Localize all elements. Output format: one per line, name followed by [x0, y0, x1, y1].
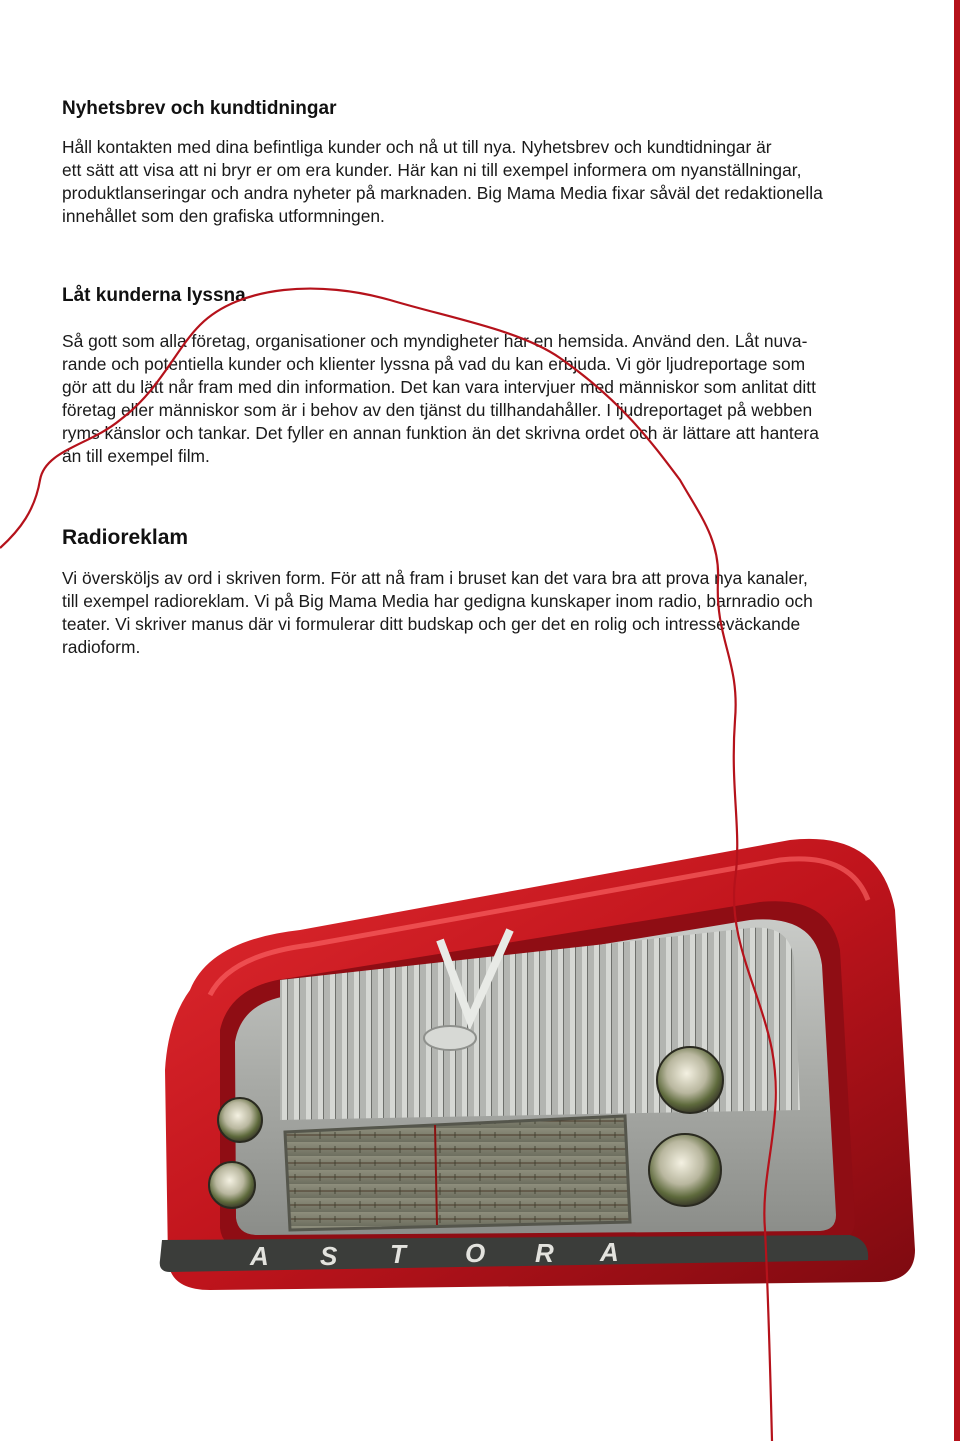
paragraph-lat-kunderna-lyssna: [62, 330, 922, 468]
svg-text:A: A: [600, 1237, 619, 1267]
svg-text:O: O: [465, 1238, 486, 1268]
paragraph-nyhetsbrev: [62, 136, 922, 228]
text-line: teater. Vi skriver manus där vi formulerar ditt budskap och ger det en rolig och intresseväckande: [62, 614, 801, 634]
text-line: innehållet som den grafiska utformningen.: [62, 206, 385, 226]
heading-lat-kunderna-lyssna: Låt kunderna lyssna: [62, 285, 246, 306]
text-line: Håll kontakten med dina befintliga kunder och nå ut till nya. Nyhetsbrev och kundtidningar är: [62, 137, 772, 157]
text-line: rande och potentiella kunder och klienter lyssna på vad du kan erbjuda. Vi gör ljudreportage som: [62, 354, 806, 374]
heading-nyhetsbrev: Nyhetsbrev och kundtidningar: [62, 98, 337, 119]
text-line: Vi översköljs av ord i skriven form. För att nå fram i bruset kan det vara bra att prova nya kanaler,: [62, 568, 808, 588]
text-line: radioform.: [62, 637, 141, 657]
heading-radioreklam: Radioreklam: [62, 526, 189, 549]
svg-text:A: A: [250, 1241, 269, 1271]
text-line: än till exempel film.: [62, 446, 210, 466]
text-line: ryms känslor och tankar. Det fyller en annan funktion än det skrivna ordet och är lättare att hantera: [62, 423, 819, 443]
text-line: till exempel radioreklam. Vi på Big Mama Media har gedigna kunskaper inom radio, barnradio och: [62, 591, 813, 611]
text-line: Så gott som alla företag, organisationer och myndigheter har en hemsida. Använd den. Låt nuva-: [62, 331, 808, 351]
text-line: gör att du lätt når fram med din information. Det kan vara intervjuer med människor som anlitat ditt: [62, 377, 816, 397]
paragraph-radioreklam: [62, 567, 922, 659]
svg-text:R: R: [535, 1238, 554, 1268]
retro-radio-illustration: [150, 820, 920, 1290]
text-line: ett sätt att visa att ni bryr er om era kunder. Här kan ni till exempel informera om nyanställningar,: [62, 160, 802, 180]
svg-text:T: T: [390, 1239, 406, 1269]
text-line: produktlanseringar och andra nyheter på marknaden. Big Mama Media fixar såväl det redaktionella: [62, 183, 823, 203]
right-accent-bar: [954, 0, 960, 1441]
svg-text:S: S: [320, 1241, 338, 1271]
text-line: företag eller människor som är i behov av den tjänst du tillhandahåller. I ljudreportaget på webben: [62, 400, 813, 420]
